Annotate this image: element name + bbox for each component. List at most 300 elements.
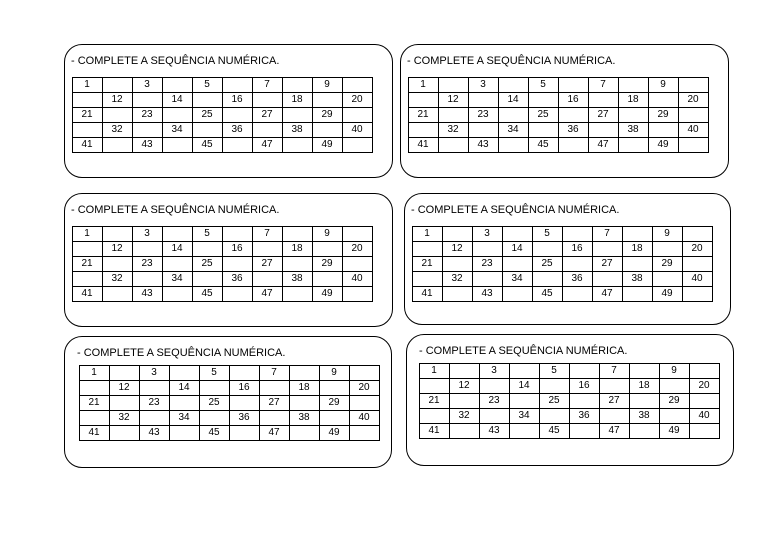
grid-cell	[103, 93, 133, 108]
cell-number: 36	[231, 124, 243, 135]
grid-cell[interactable]	[653, 272, 683, 287]
grid-cell[interactable]	[193, 242, 223, 257]
grid-cell[interactable]	[540, 409, 570, 424]
grid-cell	[193, 227, 223, 242]
cell-number: 16	[571, 243, 583, 254]
grid-cell	[73, 227, 103, 242]
cell-number: 38	[631, 273, 643, 284]
cell-number: 40	[351, 273, 363, 284]
grid-cell[interactable]	[510, 424, 540, 439]
cell-number: 41	[81, 139, 93, 150]
grid-cell[interactable]	[193, 272, 223, 287]
grid-cell	[420, 364, 450, 379]
grid-cell	[133, 227, 163, 242]
grid-cell[interactable]	[103, 138, 133, 153]
grid-cell	[683, 272, 713, 287]
cell-number: 20	[691, 243, 703, 254]
cell-number: 40	[687, 124, 699, 135]
grid-cell	[140, 396, 170, 411]
grid-cell[interactable]	[653, 242, 683, 257]
grid-cell	[80, 396, 110, 411]
grid-cell[interactable]	[540, 379, 570, 394]
grid-cell[interactable]	[283, 108, 313, 123]
grid-cell	[110, 411, 140, 426]
grid-cell[interactable]	[593, 272, 623, 287]
grid-cell[interactable]	[469, 93, 499, 108]
grid-cell[interactable]	[510, 364, 540, 379]
cell-number: 1	[424, 228, 430, 239]
grid-cell[interactable]	[559, 108, 589, 123]
grid-cell[interactable]	[283, 138, 313, 153]
cell-number: 38	[638, 410, 650, 421]
cell-number: 27	[597, 109, 609, 120]
grid-cell[interactable]	[283, 227, 313, 242]
grid-cell[interactable]	[253, 242, 283, 257]
grid-cell[interactable]	[343, 227, 373, 242]
grid-cell	[439, 123, 469, 138]
cell-number: 16	[578, 380, 590, 391]
grid-row	[80, 411, 380, 426]
grid-cell[interactable]	[133, 93, 163, 108]
cell-number: 25	[537, 109, 549, 120]
grid-cell[interactable]	[679, 78, 709, 93]
grid-cell[interactable]	[350, 396, 380, 411]
grid-cell	[343, 123, 373, 138]
grid-cell	[313, 78, 343, 93]
grid-cell[interactable]	[170, 426, 200, 441]
grid-cell[interactable]	[343, 138, 373, 153]
grid-cell[interactable]	[623, 287, 653, 302]
grid-cell[interactable]	[690, 364, 720, 379]
cell-number: 23	[141, 109, 153, 120]
grid-cell[interactable]	[510, 394, 540, 409]
grid-cell[interactable]	[110, 396, 140, 411]
grid-cell[interactable]	[409, 123, 439, 138]
grid-cell[interactable]	[450, 424, 480, 439]
grid-cell[interactable]	[163, 138, 193, 153]
cell-number: 5	[551, 365, 557, 376]
grid-cell[interactable]	[450, 394, 480, 409]
grid-cell[interactable]	[619, 138, 649, 153]
cell-number: 23	[141, 258, 153, 269]
grid-cell[interactable]	[223, 108, 253, 123]
cell-number: 40	[698, 410, 710, 421]
grid-cell	[443, 242, 473, 257]
grid-cell[interactable]	[660, 379, 690, 394]
grid-cell	[343, 272, 373, 287]
grid-cell[interactable]	[420, 409, 450, 424]
grid-cell[interactable]	[163, 257, 193, 272]
grid-cell[interactable]	[683, 227, 713, 242]
grid-cell	[473, 227, 503, 242]
grid-cell	[283, 93, 313, 108]
grid-cell[interactable]	[140, 411, 170, 426]
grid-cell[interactable]	[619, 78, 649, 93]
grid-cell	[200, 396, 230, 411]
grid-cell[interactable]	[570, 364, 600, 379]
grid-cell[interactable]	[230, 396, 260, 411]
grid-cell[interactable]	[253, 272, 283, 287]
grid-cell[interactable]	[570, 394, 600, 409]
grid-cell[interactable]	[103, 227, 133, 242]
cell-number: 41	[88, 427, 100, 438]
grid-cell[interactable]	[690, 394, 720, 409]
cell-number: 34	[178, 412, 190, 423]
grid-cell[interactable]	[619, 108, 649, 123]
cell-number: 18	[631, 243, 643, 254]
grid-row	[420, 424, 720, 439]
grid-cell	[140, 426, 170, 441]
grid-cell[interactable]	[630, 364, 660, 379]
grid-row	[73, 272, 373, 287]
grid-cell[interactable]	[443, 227, 473, 242]
grid-cell[interactable]	[413, 272, 443, 287]
grid-cell	[630, 409, 660, 424]
grid-row	[73, 242, 373, 257]
grid-cell	[283, 242, 313, 257]
grid-cell	[413, 227, 443, 242]
grid-cell[interactable]	[499, 108, 529, 123]
grid-cell	[409, 138, 439, 153]
cell-number: 29	[321, 109, 333, 120]
grid-cell[interactable]	[589, 123, 619, 138]
cell-number: 14	[518, 380, 530, 391]
grid-cell[interactable]	[529, 123, 559, 138]
grid-cell	[480, 424, 510, 439]
cell-number: 25	[541, 258, 553, 269]
grid-cell[interactable]	[503, 257, 533, 272]
cell-number: 49	[668, 425, 680, 436]
grid-cell[interactable]	[623, 227, 653, 242]
cell-number: 27	[261, 258, 273, 269]
grid-cell[interactable]	[559, 78, 589, 93]
grid-cell[interactable]	[503, 287, 533, 302]
grid-cell[interactable]	[170, 396, 200, 411]
grid-cell[interactable]	[690, 424, 720, 439]
grid-cell[interactable]	[473, 272, 503, 287]
cell-number: 49	[328, 427, 340, 438]
grid-cell[interactable]	[133, 242, 163, 257]
cell-number: 16	[567, 94, 579, 105]
cell-number: 5	[204, 228, 210, 239]
grid-cell	[443, 272, 473, 287]
cell-number: 41	[81, 288, 93, 299]
grid-cell[interactable]	[223, 227, 253, 242]
grid-cell[interactable]	[260, 381, 290, 396]
exercise-title: - COMPLETE A SEQUÊNCIA NUMÉRICA.	[411, 204, 620, 216]
grid-cell[interactable]	[533, 242, 563, 257]
cell-number: 32	[111, 273, 123, 284]
grid-cell	[223, 123, 253, 138]
grid-cell	[593, 257, 623, 272]
grid-cell[interactable]	[223, 257, 253, 272]
number-grid	[72, 226, 373, 302]
cell-number: 9	[331, 367, 337, 378]
grid-cell[interactable]	[290, 396, 320, 411]
grid-cell[interactable]	[679, 108, 709, 123]
grid-cell[interactable]	[443, 287, 473, 302]
grid-cell[interactable]	[170, 366, 200, 381]
grid-cell[interactable]	[413, 242, 443, 257]
grid-cell[interactable]	[559, 138, 589, 153]
cell-number: 32	[111, 124, 123, 135]
cell-number: 43	[141, 139, 153, 150]
cell-number: 1	[91, 367, 97, 378]
grid-row	[73, 287, 373, 302]
grid-cell[interactable]	[283, 78, 313, 93]
cell-number: 49	[321, 139, 333, 150]
cell-number: 34	[171, 124, 183, 135]
grid-cell[interactable]	[503, 227, 533, 242]
grid-cell[interactable]	[163, 108, 193, 123]
cell-number: 5	[204, 79, 210, 90]
number-grid	[408, 77, 709, 153]
grid-cell[interactable]	[193, 123, 223, 138]
grid-cell	[343, 93, 373, 108]
grid-cell[interactable]	[133, 123, 163, 138]
grid-cell[interactable]	[320, 411, 350, 426]
grid-cell[interactable]	[443, 257, 473, 272]
grid-cell[interactable]	[343, 108, 373, 123]
grid-cell[interactable]	[480, 379, 510, 394]
grid-cell[interactable]	[110, 426, 140, 441]
grid-cell	[80, 366, 110, 381]
grid-cell[interactable]	[223, 138, 253, 153]
grid-cell	[193, 138, 223, 153]
cell-number: 25	[201, 258, 213, 269]
grid-cell[interactable]	[623, 257, 653, 272]
grid-cell[interactable]	[73, 242, 103, 257]
grid-cell[interactable]	[439, 138, 469, 153]
grid-cell	[589, 108, 619, 123]
exercise-title: - COMPLETE A SEQUÊNCIA NUMÉRICA.	[407, 55, 616, 67]
cell-number: 12	[111, 243, 123, 254]
grid-cell[interactable]	[439, 78, 469, 93]
cell-number: 12	[111, 94, 123, 105]
grid-cell	[320, 366, 350, 381]
grid-cell[interactable]	[499, 78, 529, 93]
grid-cell	[690, 379, 720, 394]
grid-cell[interactable]	[73, 93, 103, 108]
grid-cell[interactable]	[343, 78, 373, 93]
grid-cell	[133, 287, 163, 302]
cell-number: 12	[447, 94, 459, 105]
grid-cell[interactable]	[683, 287, 713, 302]
grid-cell[interactable]	[420, 379, 450, 394]
grid-row	[80, 381, 380, 396]
grid-cell	[253, 78, 283, 93]
grid-cell	[253, 257, 283, 272]
grid-cell	[193, 257, 223, 272]
grid-cell[interactable]	[313, 272, 343, 287]
cell-number: 1	[431, 365, 437, 376]
cell-number: 25	[208, 397, 220, 408]
grid-cell[interactable]	[103, 108, 133, 123]
grid-cell[interactable]	[593, 242, 623, 257]
grid-cell[interactable]	[230, 426, 260, 441]
grid-cell[interactable]	[660, 409, 690, 424]
grid-cell	[253, 227, 283, 242]
exercise-card-6	[406, 334, 734, 466]
grid-cell	[623, 272, 653, 287]
grid-cell[interactable]	[313, 93, 343, 108]
grid-cell[interactable]	[473, 242, 503, 257]
grid-cell	[420, 424, 450, 439]
grid-cell[interactable]	[200, 411, 230, 426]
cell-number: 16	[231, 94, 243, 105]
grid-cell[interactable]	[563, 257, 593, 272]
grid-cell[interactable]	[533, 272, 563, 287]
grid-cell[interactable]	[163, 78, 193, 93]
grid-cell[interactable]	[133, 272, 163, 287]
grid-cell[interactable]	[600, 409, 630, 424]
grid-cell	[103, 242, 133, 257]
grid-cell[interactable]	[163, 287, 193, 302]
cell-number: 45	[201, 139, 213, 150]
grid-cell[interactable]	[290, 426, 320, 441]
cell-number: 12	[451, 243, 463, 254]
grid-cell[interactable]	[103, 257, 133, 272]
grid-cell	[473, 287, 503, 302]
grid-cell[interactable]	[343, 257, 373, 272]
cell-number: 32	[118, 412, 130, 423]
grid-cell[interactable]	[253, 123, 283, 138]
grid-cell[interactable]	[163, 227, 193, 242]
grid-cell	[133, 78, 163, 93]
cell-number: 32	[451, 273, 463, 284]
grid-cell[interactable]	[283, 257, 313, 272]
cell-number: 20	[351, 94, 363, 105]
grid-cell[interactable]	[313, 242, 343, 257]
grid-cell[interactable]	[499, 138, 529, 153]
grid-cell	[320, 426, 350, 441]
grid-cell[interactable]	[223, 287, 253, 302]
grid-row	[73, 227, 373, 242]
grid-cell[interactable]	[283, 287, 313, 302]
grid-cell	[110, 381, 140, 396]
grid-cell[interactable]	[589, 93, 619, 108]
grid-cell[interactable]	[600, 379, 630, 394]
grid-cell[interactable]	[260, 411, 290, 426]
cell-number: 29	[321, 258, 333, 269]
grid-cell[interactable]	[80, 411, 110, 426]
grid-cell	[570, 409, 600, 424]
grid-cell	[653, 287, 683, 302]
cell-number: 3	[491, 365, 497, 376]
cell-number: 21	[421, 258, 433, 269]
exercise-card-2	[400, 44, 729, 178]
grid-cell[interactable]	[649, 123, 679, 138]
grid-cell	[529, 78, 559, 93]
grid-cell	[540, 424, 570, 439]
grid-cell	[593, 287, 623, 302]
grid-cell[interactable]	[630, 394, 660, 409]
grid-cell[interactable]	[73, 123, 103, 138]
grid-cell[interactable]	[469, 123, 499, 138]
grid-cell[interactable]	[679, 138, 709, 153]
cell-number: 23	[488, 395, 500, 406]
cell-number: 7	[264, 228, 270, 239]
cell-number: 43	[481, 288, 493, 299]
grid-cell[interactable]	[350, 426, 380, 441]
cell-number: 36	[567, 124, 579, 135]
grid-cell[interactable]	[563, 287, 593, 302]
grid-cell[interactable]	[103, 287, 133, 302]
cell-number: 38	[291, 273, 303, 284]
grid-cell	[133, 138, 163, 153]
grid-cell	[649, 138, 679, 153]
grid-cell[interactable]	[193, 93, 223, 108]
grid-cell[interactable]	[683, 257, 713, 272]
grid-cell[interactable]	[200, 381, 230, 396]
grid-cell	[313, 257, 343, 272]
cell-number: 38	[298, 412, 310, 423]
grid-cell[interactable]	[320, 381, 350, 396]
grid-cell	[649, 108, 679, 123]
grid-cell	[283, 123, 313, 138]
cell-number: 45	[548, 425, 560, 436]
cell-number: 36	[231, 273, 243, 284]
grid-cell[interactable]	[563, 227, 593, 242]
grid-cell[interactable]	[570, 424, 600, 439]
cell-number: 20	[698, 380, 710, 391]
grid-cell[interactable]	[140, 381, 170, 396]
cell-number: 45	[201, 288, 213, 299]
grid-row	[73, 138, 373, 153]
cell-number: 47	[601, 288, 613, 299]
grid-cell[interactable]	[350, 366, 380, 381]
grid-cell	[469, 108, 499, 123]
grid-cell[interactable]	[630, 424, 660, 439]
grid-cell[interactable]	[230, 366, 260, 381]
grid-cell[interactable]	[529, 93, 559, 108]
cell-number: 29	[657, 109, 669, 120]
grid-cell[interactable]	[73, 272, 103, 287]
grid-cell[interactable]	[290, 366, 320, 381]
grid-cell[interactable]	[313, 123, 343, 138]
grid-cell[interactable]	[649, 93, 679, 108]
grid-cell	[103, 272, 133, 287]
grid-cell	[350, 381, 380, 396]
grid-cell[interactable]	[103, 78, 133, 93]
cell-number: 40	[358, 412, 370, 423]
grid-cell[interactable]	[110, 366, 140, 381]
grid-cell	[480, 364, 510, 379]
grid-cell[interactable]	[223, 78, 253, 93]
cell-number: 27	[608, 395, 620, 406]
exercise-card-3	[64, 193, 393, 327]
grid-cell[interactable]	[450, 364, 480, 379]
grid-cell[interactable]	[409, 93, 439, 108]
grid-cell[interactable]	[480, 409, 510, 424]
cell-number: 18	[298, 382, 310, 393]
grid-cell	[653, 257, 683, 272]
grid-cell	[350, 411, 380, 426]
cell-number: 14	[178, 382, 190, 393]
cell-number: 36	[578, 410, 590, 421]
grid-cell[interactable]	[343, 287, 373, 302]
grid-cell	[193, 108, 223, 123]
grid-cell	[260, 366, 290, 381]
grid-cell	[600, 364, 630, 379]
grid-cell[interactable]	[439, 108, 469, 123]
grid-cell[interactable]	[253, 93, 283, 108]
cell-number: 21	[428, 395, 440, 406]
cell-number: 23	[148, 397, 160, 408]
cell-number: 16	[231, 243, 243, 254]
cell-number: 29	[668, 395, 680, 406]
grid-cell[interactable]	[80, 381, 110, 396]
